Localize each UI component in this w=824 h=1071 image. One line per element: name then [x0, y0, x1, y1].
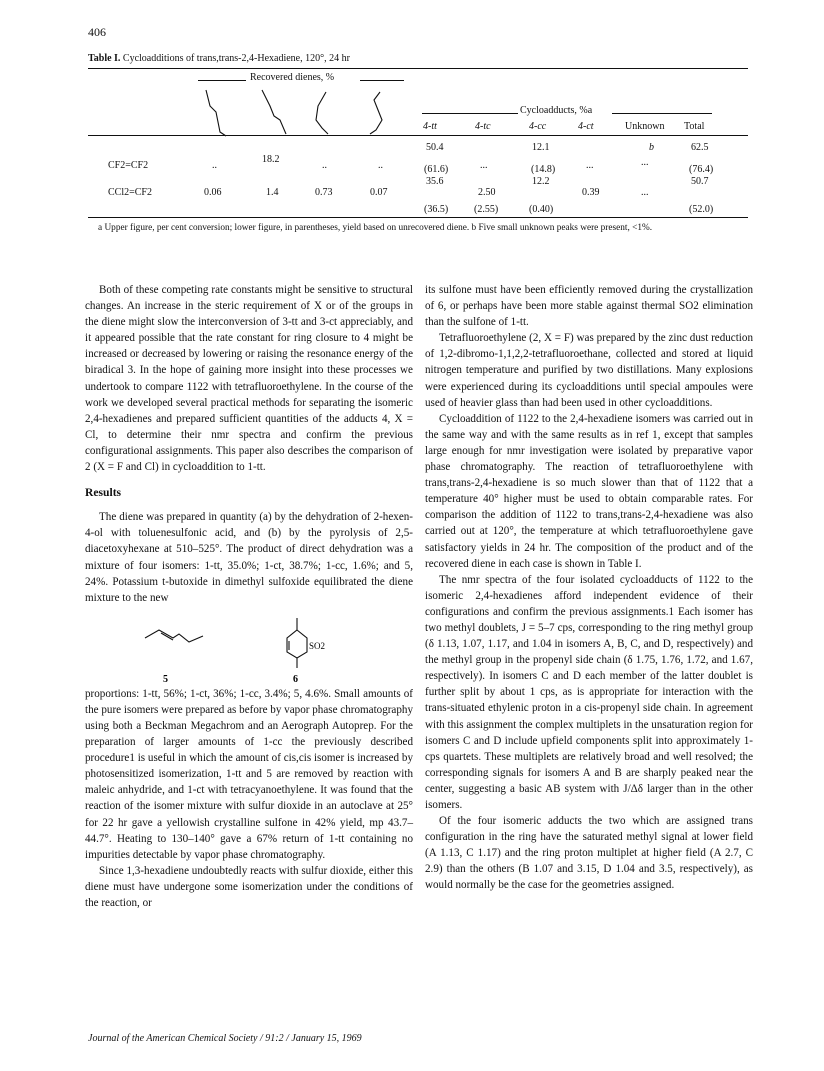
- col-header-unknown: Unknown: [625, 121, 665, 132]
- journal-footer: Journal of the American Chemical Society / 91:2 / January 15, 1969: [88, 1033, 362, 1044]
- recovered-dienes-header: Recovered dienes, %: [250, 72, 335, 83]
- right-para-4: The nmr spectra of the four isolated cycloadducts of 1122 to the isomeric 2,4-hexadienes afford independent evidence of their configurations and confirm the previous assignments.1 Each isomer has two methyl doublets, J = 5–7 cps, corresponding to the ring methyl group (δ 1.13, 1.07, 1.17, and 1.04 in isomers A, B, C, and D, respectively) and the methyl group in the propenyl side chain (δ 1.75, 1.76, 1.72, and 1.67, respectively). In isomers C and D each member of the latter doublet is further split by about 1 cps, as is appropriate for interaction with the trans-situated ethylenic proton in a cis-propenyl side chain. In agreement with this assignment the complex multiplets in the unsaturation region for isomers C and D include upfield components split into approximately 1-cps quartets. These multiplets are relatively broad and well resolved; the corresponding signals for isomers A and B are sharply peaked near the center, suggesting a basic AB system with J/Δδ larger than in the other isomers.: [425, 573, 753, 811]
- row2-4tc-lower: (2.55): [474, 204, 499, 215]
- row1-4cc-upper: 12.1: [532, 142, 550, 153]
- right-para-1: its sulfone must have been efficiently removed during the crystallization of 6, or perhaps have been more stable against thermal SO2 elimination than the sulfone of 1-tt.: [425, 284, 753, 329]
- row2-4ct-upper: 0.39: [582, 187, 600, 198]
- row2-4cc-lower: (0.40): [529, 204, 554, 215]
- left-para-4: Since 1,3-hexadiene undoubtedly reacts with sulfur dioxide, either this diene must have undergone some isomerization under the conditions of the reaction, or: [85, 864, 413, 909]
- left-para-2: The diene was prepared in quantity (a) by the dehydration of 2-hexen-4-ol with toluenesulfonic acid, and (b) by the pyrolysis of 2,5-diacetoxyhexane at 510–525°. The product of direct dehydration was a mixture of four isomers: 1-tt, 35.0%; 1-ct, 38.7%; 1-cc, 1.6%; and 5, 24%. Potassium t-butoxide in dimethyl sulfoxide equilibrated the diene mixture to the new: [85, 511, 413, 604]
- diene-structures: [190, 86, 410, 138]
- row2-total-lower: (52.0): [689, 204, 714, 215]
- right-para-2: Tetrafluoroethylene (2, X = F) was prepared by the zinc dust reduction of 1,2-dibromo-1,1,2,2-tetrafluoroethane, collected and stored at liquid nitrogen temperature and purified by two distillations. Many explosions were experienced during its cycloadditions until special ampoules were used of heavier glass than had been used in other cycloadditions.: [425, 332, 753, 409]
- row1-recovered-2: 18.2: [262, 154, 280, 165]
- so2-label: SO2: [309, 640, 326, 651]
- row2-recovered-4: 0.07: [370, 187, 388, 198]
- recovered-right-line: [360, 80, 404, 81]
- row1-unknown-lower: ...: [641, 157, 649, 168]
- table-header-rule: [88, 135, 748, 136]
- table-caption: [88, 53, 350, 64]
- table-bottom-rule: [88, 217, 748, 218]
- row1-4ct-upper: ...: [586, 160, 594, 171]
- recovered-left-line: [198, 80, 246, 81]
- row2-recovered-1: 0.06: [204, 187, 222, 198]
- diene-tt-icon: [206, 90, 226, 136]
- page-number: 406: [88, 25, 106, 39]
- right-para-3: Cycloaddition of 1122 to the 2,4-hexadiene isomers was carried out in the same way and with the same results as in ref 1, except that samples large enough for nmr investigation were isolated by preparative vapor phase chromatography. The reaction of tetrafluoroethylene with trans,trans-2,4-hexadiene is so much slower than that of 1122 that a temperature 40° higher must be used to obtain comparable rates. For comparison the addition of 1122 to trans,trans-2,4-hexadiene was also carried out at 120°, the temperature at which tetrafluoroethylene gave satisfactory yields in 24 hr. The composition of the product and of the recovered diene in each case is shown in Table I.: [425, 412, 753, 570]
- diene-ct-icon: [262, 90, 286, 134]
- cycloadducts-left-line: [422, 113, 518, 114]
- col-header-total: Total: [684, 121, 705, 132]
- row2-4tt-upper: 35.6: [426, 176, 444, 187]
- row2-reagent: CCl2=CF2: [108, 187, 152, 198]
- row2-total-upper: 50.7: [691, 176, 709, 187]
- row1-4tt-upper: 50.4: [426, 142, 444, 153]
- left-para-3: proportions: 1-tt, 56%; 1-ct, 36%; 1-cc, 3.4%; 5, 4.6%. Small amounts of the pure isomers were prepared as before by vapor phase chromatography using both a Beckman Megachrom and an Aerograph Autoprep. For the preparation of larger amounts of 1-cc the previously described procedure1 is useful in which the amount of cis,cis isomer is increased by photosensitized isomerization, 1-tt and 5 are removed by reaction with maleic anhydride, and 1-ct with tetracyanoethylene. It was found that the reaction of the isomer mixture with sulfur dioxide in an autoclave at 25° for 22 hr gave a yellowish crystalline sulfone in 42% yield, mp 43.7–44.7°. Heating to 130–140° gave a 67% return of 1-tt containing no impurities detectable by vapor phase chromatography.: [85, 687, 413, 861]
- row1-recovered-1: ..: [212, 160, 217, 171]
- col-header-4cc: 4-cc: [529, 121, 547, 132]
- row1-recovered-4: ..: [378, 160, 383, 171]
- table-label: Table I.: [88, 53, 121, 64]
- compound-6-label: 6: [293, 673, 298, 684]
- cycloadducts-header: Cycloadducts, %a: [520, 105, 593, 116]
- structure-6-ring-icon: [287, 630, 307, 658]
- diene-5-icon: [370, 92, 382, 134]
- diene-cc-icon: [316, 92, 328, 134]
- row2-4tc-upper: 2.50: [478, 187, 496, 198]
- right-column: [425, 282, 753, 894]
- structures-figure: [85, 612, 413, 684]
- row1-4tc-upper: ...: [480, 160, 488, 171]
- row1-total-upper: 62.5: [691, 142, 709, 153]
- col-header-4ct: 4-ct: [578, 121, 594, 132]
- row1-reagent: CF2=CF2: [108, 160, 149, 171]
- row1-total-lower: (76.4): [689, 164, 714, 175]
- row2-4tt-lower: (36.5): [424, 204, 449, 215]
- table-footnote: a Upper figure, per cent conversion; lower figure, in parentheses, yield based on unrecovered diene. b Five small unknown peaks were present, <1%.: [98, 223, 653, 233]
- row1-4tt-lower: (61.6): [424, 164, 449, 175]
- row2-recovered-3: 0.73: [315, 187, 333, 198]
- col-header-4tt: 4-tt: [423, 121, 437, 132]
- table-title: Cycloadditions of trans,trans-2,4-Hexadiene, 120°, 24 hr: [122, 53, 350, 64]
- structure-5-icon: [145, 630, 203, 642]
- left-para-1: Both of these competing rate constants might be sensitive to structural changes. An increase in the steric requirement of X or of the groups in the diene might slow the interconversion of 3-tt and 3-ct appreciably, and it appeared possible that the rate constant for ring closure to 4 might be increased or decreased by lowering or raising the resonance energy of the biradical 3. In the hope of gaining more insight into these processes we undertook to compare 1122 with tetrafluoroethylene. In the course of the work we developed several practical methods for separating the isomeric 2,4-hexadienes and prepared sufficient quantities of the adducts 4, X = Cl, to determine their nmr spectra and confirm the previous configurational assignments. This paper also describes the comparison of 2 (X = F and Cl) in cycloaddition to 1-tt.: [85, 284, 413, 474]
- row1-recovered-3: ..: [322, 160, 327, 171]
- table-top-rule: [88, 68, 748, 69]
- row1-unknown-upper: b: [649, 142, 654, 153]
- results-heading: Results: [85, 486, 122, 500]
- row2-4cc-upper: 12.2: [532, 176, 550, 187]
- row2-recovered-2: 1.4: [266, 187, 279, 198]
- structure-5-and-6-drawing: [85, 612, 413, 684]
- right-para-5: Of the four isomeric adducts the two which are assigned trans configuration in the ring have the saturated methyl signal at lower field (A 1.13, C 1.17) and the ring proton multiplet at higher field (A 2.7, C 2.9) than the others (B 1.07 and 3.15, D 1.04 and 3.5, respectively), as would normally be the case for the geometries assigned.: [425, 815, 753, 892]
- left-column: [85, 282, 413, 911]
- col-header-4tc: 4-tc: [475, 121, 491, 132]
- row1-4cc-lower: (14.8): [531, 164, 556, 175]
- compound-5-label: 5: [163, 673, 168, 684]
- cycloadducts-right-line: [612, 113, 712, 114]
- row2-unknown-upper: ...: [641, 187, 649, 198]
